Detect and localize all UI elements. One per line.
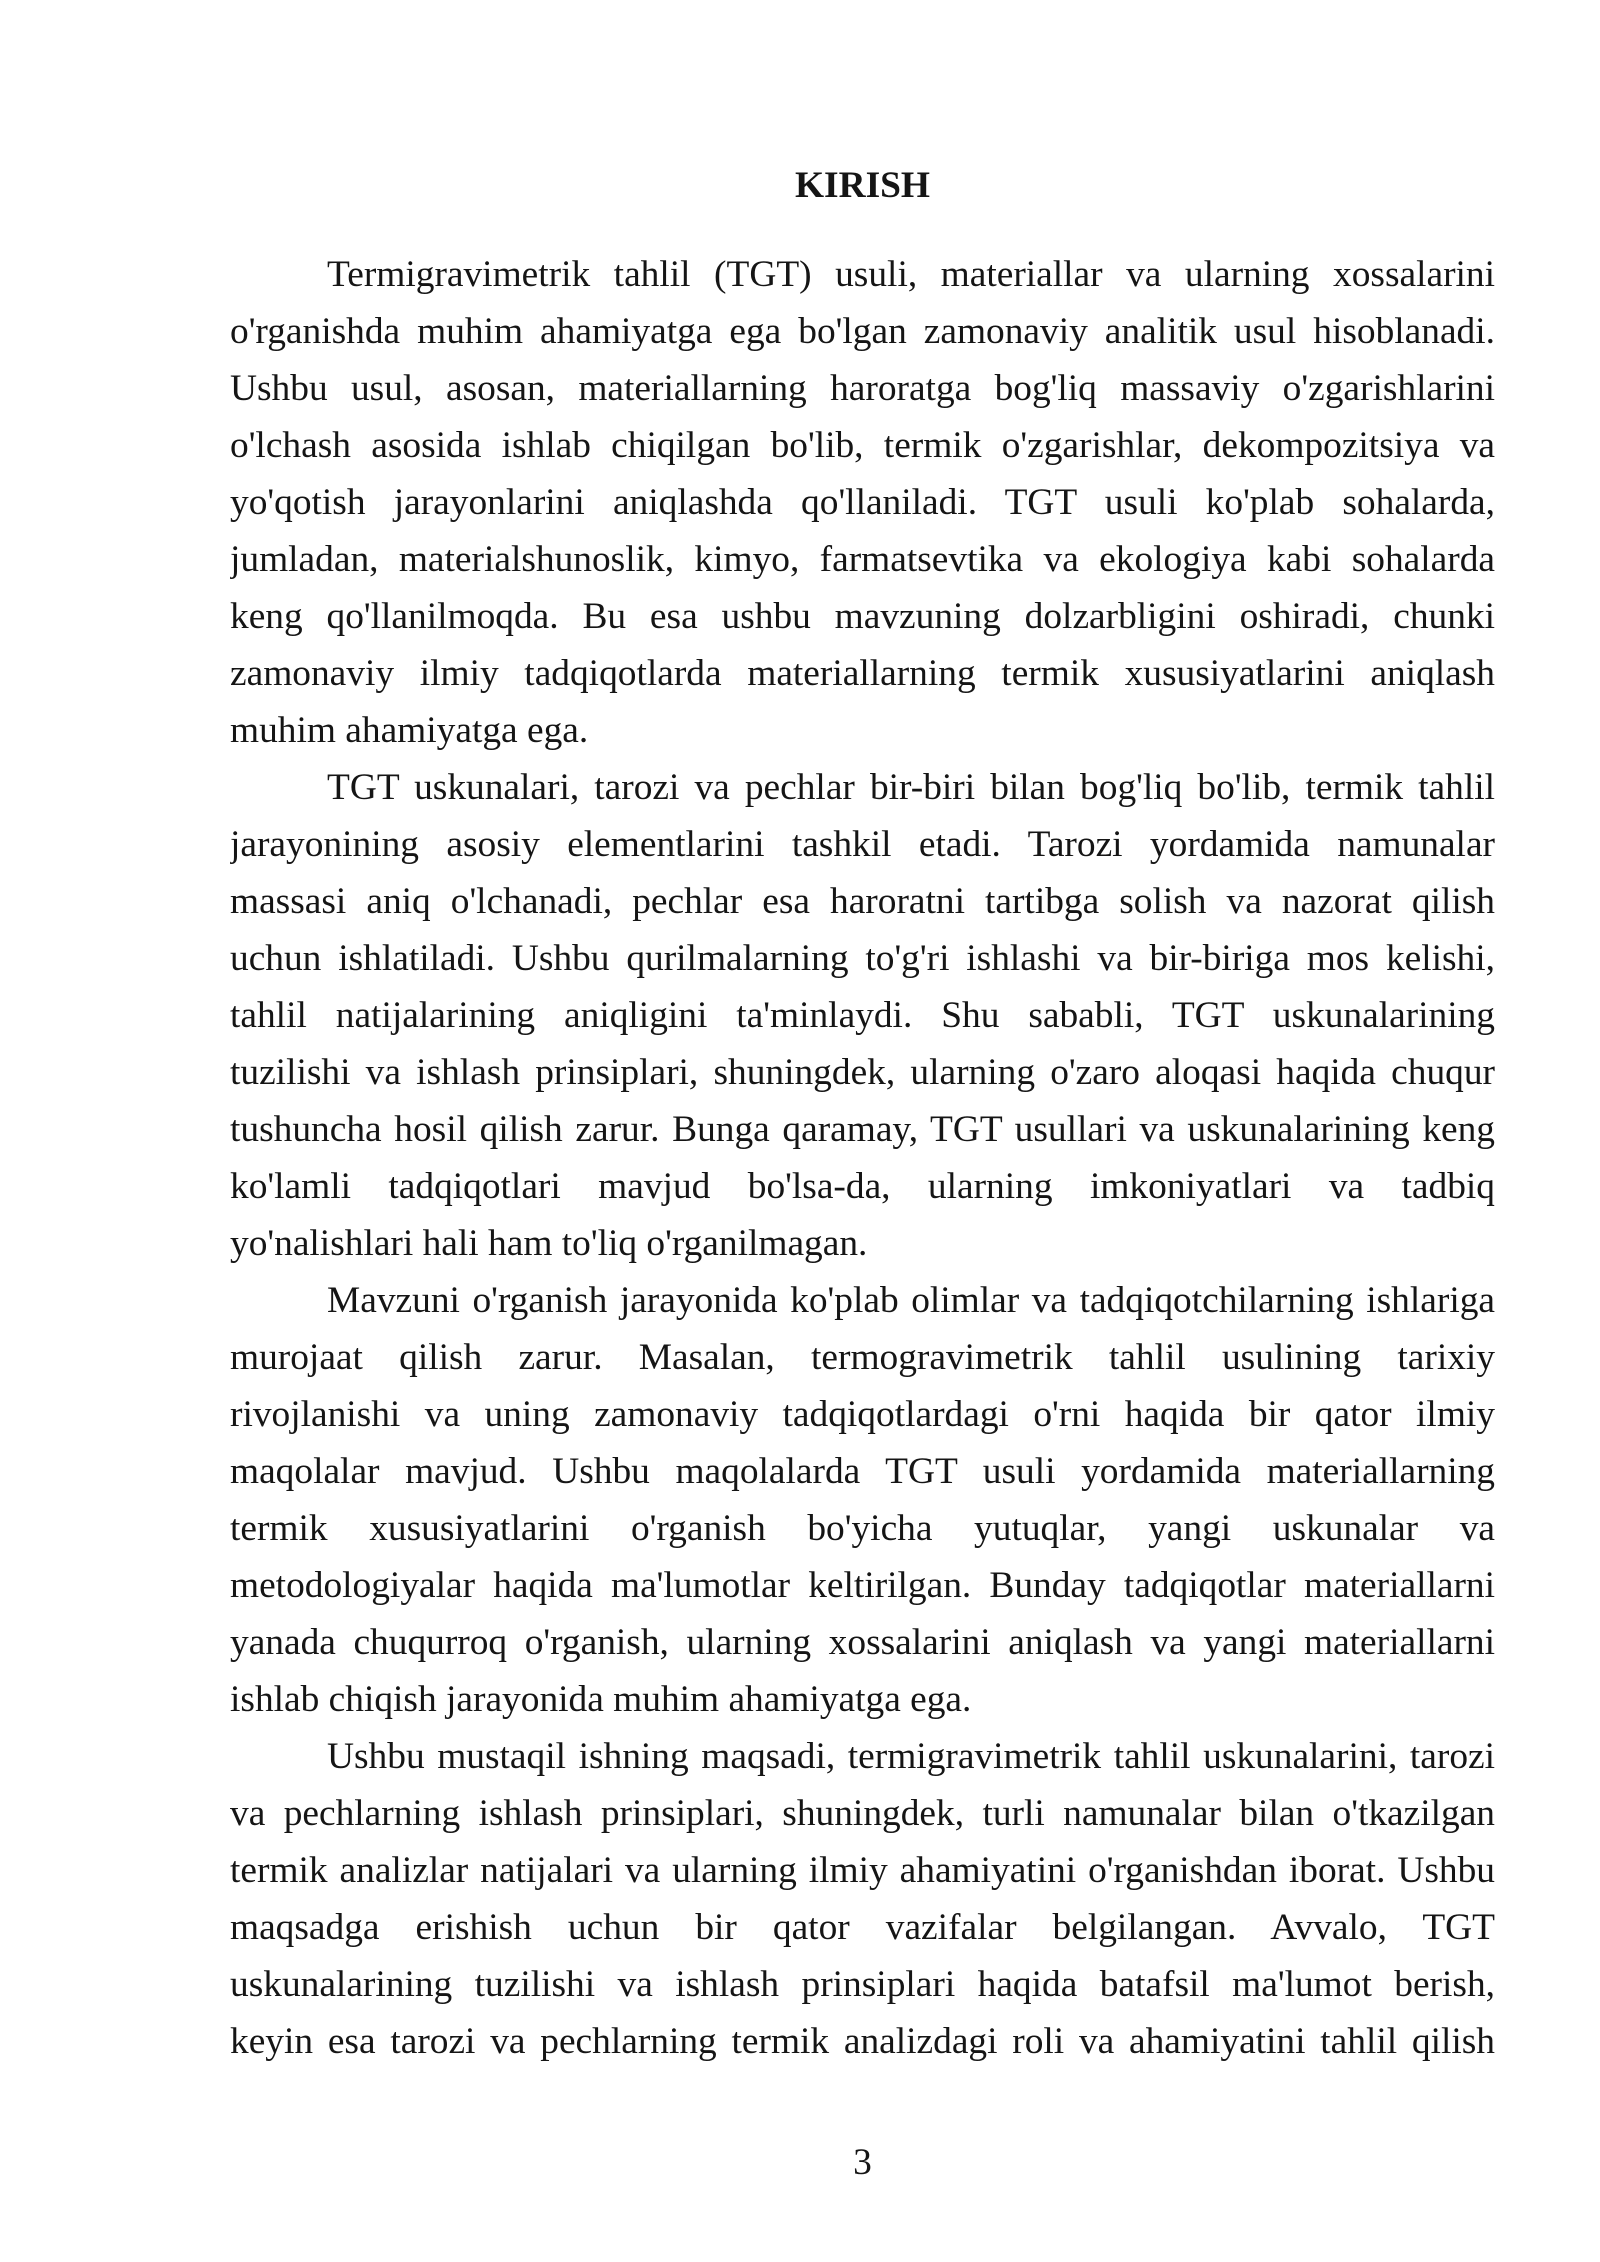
text-line: rivojlanishi va uning zamonaviy tadqiqotlardagi o'rni haqida bir qator ilmiy	[230, 1394, 1495, 1435]
text-line: tahlil natijalarining aniqligini ta'minlaydi. Shu sababli, TGT uskunalarining	[230, 995, 1495, 1036]
paragraph-3	[230, 1272, 1495, 1728]
text-line: massasi aniq o'lchanadi, pechlar esa haroratni tartibga solish va nazorat qilish	[230, 881, 1495, 922]
text-line: ko'lamli tadqiqotlari mavjud bo'lsa-da, ularning imkoniyatlari va tadbiq	[230, 1166, 1495, 1207]
text-line: yanada chuqurroq o'rganish, ularning xossalarini aniqlash va yangi materiallarni	[230, 1622, 1495, 1663]
text-line: tushuncha hosil qilish zarur. Bunga qaramay, TGT usullari va uskunalarining keng	[230, 1109, 1495, 1150]
text-line: o'lchash asosida ishlab chiqilgan bo'lib, termik o'zgarishlar, dekompozitsiya va	[230, 425, 1495, 466]
text-line: yo'qotish jarayonlarini aniqlashda qo'llaniladi. TGT usuli ko'plab sohalarda,	[230, 482, 1495, 523]
paragraph-2	[230, 759, 1495, 1272]
text-line: jumladan, materialshunoslik, kimyo, farmatsevtika va ekologiya kabi sohalarda	[230, 539, 1495, 580]
body-text	[230, 246, 1495, 2070]
text-line: maqsadga erishish uchun bir qator vazifalar belgilangan. Avvalo, TGT	[230, 1907, 1495, 1948]
text-line: murojaat qilish zarur. Masalan, termogravimetrik tahlil usulining tarixiy	[230, 1337, 1495, 1378]
text-line: maqolalar mavjud. Ushbu maqolalarda TGT usuli yordamida materiallarning	[230, 1451, 1495, 1492]
text-line: Ushbu usul, asosan, materiallarning haroratga bog'liq massaviy o'zgarishlarini	[230, 368, 1495, 409]
text-line: uchun ishlatiladi. Ushbu qurilmalarning to'g'ri ishlashi va bir-biriga mos kelishi,	[230, 938, 1495, 979]
text-line: TGT uskunalari, tarozi va pechlar bir-biri bilan bog'liq bo'lib, termik tahlil	[327, 767, 1495, 808]
text-line: keng qo'llanilmoqda. Bu esa ushbu mavzuning dolzarbligini oshiradi, chunki	[230, 596, 1495, 637]
text-line: keyin esa tarozi va pechlarning termik analizdagi roli va ahamiyatini tahlil qilish	[230, 2021, 1495, 2062]
text-line: Ushbu mustaqil ishning maqsadi, termigravimetrik tahlil uskunalarini, tarozi	[327, 1736, 1495, 1777]
text-line: tuzilishi va ishlash prinsiplari, shuningdek, ularning o'zaro aloqasi haqida chuqur	[230, 1052, 1495, 1093]
text-line: muhim ahamiyatga ega.	[230, 710, 589, 751]
text-line: yo'nalishlari hali ham to'liq o'rganilmagan.	[230, 1223, 868, 1264]
text-line: ishlab chiqish jarayonida muhim ahamiyatga ega.	[230, 1679, 972, 1720]
text-line: Mavzuni o'rganish jarayonida ko'plab olimlar va tadqiqotchilarning ishlariga	[327, 1280, 1495, 1321]
text-line: va pechlarning ishlash prinsiplari, shuningdek, turli namunalar bilan o'tkazilgan	[230, 1793, 1495, 1834]
paragraph-1	[230, 246, 1495, 759]
paragraph-4	[230, 1728, 1495, 2070]
text-line: jarayonining asosiy elementlarini tashkil etadi. Tarozi yordamida namunalar	[230, 824, 1495, 865]
text-line: zamonaviy ilmiy tadqiqotlarda materiallarning termik xususiyatlarini aniqlash	[230, 653, 1495, 694]
text-line: uskunalarining tuzilishi va ishlash prinsiplari haqida batafsil ma'lumot berish,	[230, 1964, 1495, 2005]
text-line: metodologiyalar haqida ma'lumotlar keltirilgan. Bunday tadqiqotlar materiallarni	[230, 1565, 1495, 1606]
text-line: Termigravimetrik tahlil (TGT) usuli, materiallar va ularning xossalarini	[327, 254, 1495, 295]
text-line: termik analizlar natijalari va ularning ilmiy ahamiyatini o'rganishdan iborat. Ushbu	[230, 1850, 1495, 1891]
section-heading: KIRISH	[794, 165, 931, 206]
text-line: termik xususiyatlarini o'rganish bo'yicha yutuqlar, yangi uskunalar va	[230, 1508, 1495, 1549]
text-line: o'rganishda muhim ahamiyatga ega bo'lgan zamonaviy analitik usul hisoblanadi.	[230, 311, 1495, 352]
page-number: 3	[853, 2142, 872, 2183]
